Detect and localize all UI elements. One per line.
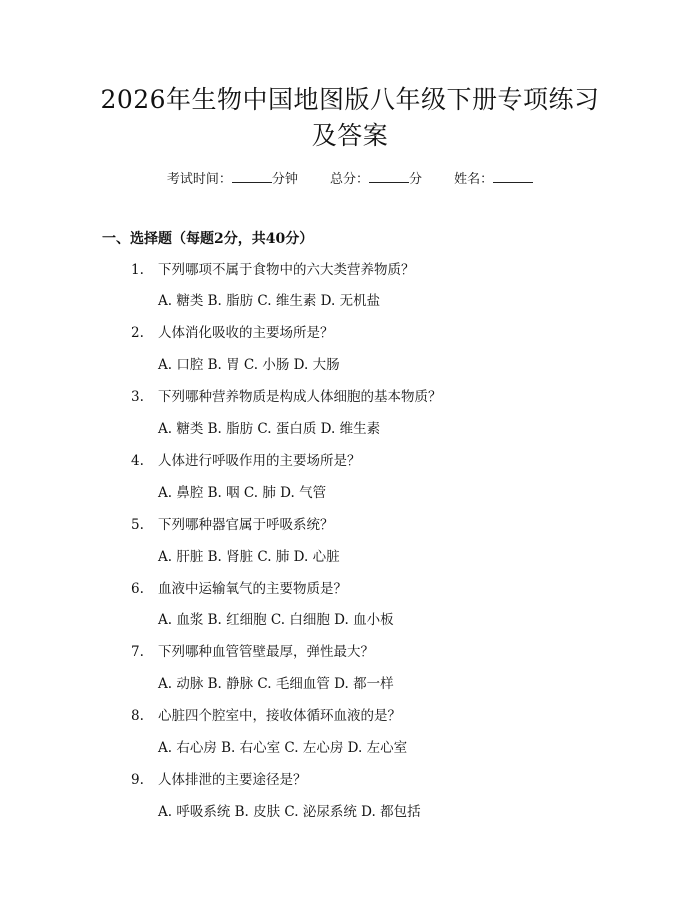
question-7 xyxy=(131,642,374,662)
page-title: 2026年生物中国地图版八年级下册专项练习 xyxy=(100,85,600,114)
question-5-options: A. 肝脏 B. 肾脏 C. 肺 D. 心脏 xyxy=(158,549,340,565)
question-number: 8. xyxy=(131,708,144,724)
name-field xyxy=(454,168,533,190)
question-text: 心脏四个腔室中，接收体循环血液的是？ xyxy=(158,708,401,724)
question-text: 人体消化吸收的主要场所是？ xyxy=(158,325,334,341)
question-number: 2. xyxy=(131,325,144,341)
section-heading: 一、选择题（每题2分，共40分） xyxy=(102,231,314,247)
question-number: 6. xyxy=(131,581,144,597)
question-7-options: A. 动脉 B. 静脉 C. 毛细血管 D. 都一样 xyxy=(158,676,394,692)
total-score-unit: 分 xyxy=(409,172,423,187)
question-number: 4. xyxy=(131,453,144,469)
total-score-field xyxy=(330,168,422,190)
question-text: 下列哪种血管管壁最厚，弹性最大？ xyxy=(158,644,374,660)
question-number: 5. xyxy=(131,517,144,533)
question-text: 血液中运输氧气的主要物质是？ xyxy=(158,581,347,597)
question-6 xyxy=(131,579,347,599)
exam-time-unit: 分钟 xyxy=(271,172,298,187)
question-9 xyxy=(131,770,307,790)
question-number: 9. xyxy=(131,772,144,788)
question-1 xyxy=(131,260,415,280)
question-text: 下列哪种器官属于呼吸系统？ xyxy=(158,517,334,533)
question-number: 1. xyxy=(131,262,144,278)
question-text: 人体排泄的主要途径是？ xyxy=(158,772,307,788)
question-8-options: A. 右心房 B. 右心室 C. 左心房 D. 左心室 xyxy=(158,740,408,756)
question-6-options: A. 血浆 B. 红细胞 C. 白细胞 D. 血小板 xyxy=(158,612,394,628)
question-text: 下列哪项不属于食物中的六大类营养物质？ xyxy=(158,262,415,278)
question-4 xyxy=(131,451,361,471)
question-4-options: A. 鼻腔 B. 咽 C. 肺 D. 气管 xyxy=(158,485,327,501)
question-2 xyxy=(131,323,334,343)
question-8 xyxy=(131,706,401,726)
name-label: 姓名： xyxy=(454,172,494,187)
question-1-options: A. 糖类 B. 脂肪 C. 维生素 D. 无机盐 xyxy=(158,293,381,309)
question-5 xyxy=(131,515,334,535)
name-blank xyxy=(493,168,533,183)
exam-time-blank xyxy=(232,168,272,183)
question-3 xyxy=(131,387,442,407)
question-3-options: A. 糖类 B. 脂肪 C. 蛋白质 D. 维生素 xyxy=(158,421,381,437)
page-title-continued: 及答案 xyxy=(311,121,389,150)
total-score-label: 总分： xyxy=(329,172,369,187)
exam-info xyxy=(0,168,700,190)
question-text: 人体进行呼吸作用的主要场所是？ xyxy=(158,453,361,469)
question-number: 7. xyxy=(131,644,144,660)
question-9-options: A. 呼吸系统 B. 皮肤 C. 泌尿系统 D. 都包括 xyxy=(158,804,421,820)
total-score-blank xyxy=(369,168,409,183)
question-2-options: A. 口腔 B. 胃 C. 小肠 D. 大肠 xyxy=(158,357,340,373)
exam-time-label: 考试时间： xyxy=(166,172,232,187)
question-text: 下列哪种营养物质是构成人体细胞的基本物质？ xyxy=(158,389,442,405)
exam-time-field xyxy=(167,168,298,190)
question-number: 3. xyxy=(131,389,144,405)
